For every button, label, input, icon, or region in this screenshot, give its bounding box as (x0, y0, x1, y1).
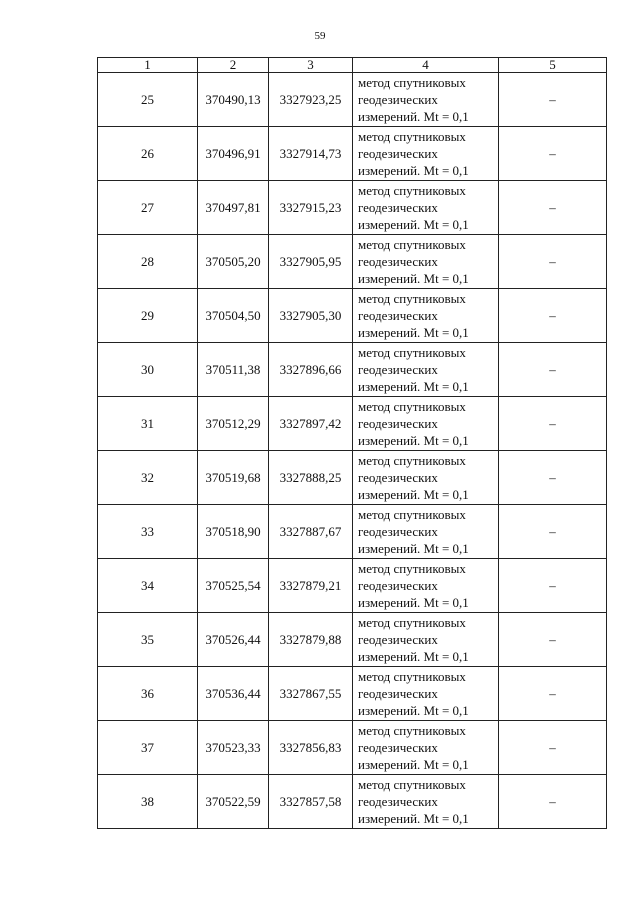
method-text-line: метод спутниковых (358, 777, 466, 792)
header-row (98, 58, 607, 73)
method-text-line: метод спутниковых (358, 507, 466, 522)
y-coordinate-cell: 3327888,25 (269, 451, 353, 505)
table-row (98, 451, 607, 505)
method-text-line: геодезических (358, 632, 438, 647)
y-coordinate-cell: 3327896,66 (269, 343, 353, 397)
y-coordinate-cell: 3327914,73 (269, 127, 353, 181)
table-row (98, 667, 607, 721)
y-coordinate-cell: 3327923,25 (269, 73, 353, 127)
x-coordinate-cell: 370519,68 (198, 451, 269, 505)
header-col-4: 4 (353, 58, 499, 73)
method-cell (353, 289, 499, 343)
header-col-3: 3 (269, 58, 353, 73)
y-coordinate-cell: 3327879,21 (269, 559, 353, 613)
note-cell: – (499, 73, 607, 127)
note-cell: – (499, 505, 607, 559)
y-coordinate-cell: 3327887,67 (269, 505, 353, 559)
note-cell: – (499, 721, 607, 775)
table-row (98, 127, 607, 181)
method-cell (353, 181, 499, 235)
method-text-line: измерений. Mt = 0,1 (358, 595, 469, 610)
table-row (98, 559, 607, 613)
point-number-cell: 33 (98, 505, 198, 559)
method-cell (353, 235, 499, 289)
x-coordinate-cell: 370522,59 (198, 775, 269, 829)
table-row (98, 73, 607, 127)
y-coordinate-cell: 3327867,55 (269, 667, 353, 721)
y-coordinate-cell: 3327905,95 (269, 235, 353, 289)
table-row (98, 397, 607, 451)
table-row (98, 289, 607, 343)
point-number-cell: 36 (98, 667, 198, 721)
point-number-cell: 29 (98, 289, 198, 343)
x-coordinate-cell: 370497,81 (198, 181, 269, 235)
table-row (98, 181, 607, 235)
y-coordinate-cell: 3327897,42 (269, 397, 353, 451)
note-cell: – (499, 559, 607, 613)
point-number-cell: 28 (98, 235, 198, 289)
method-text-line: метод спутниковых (358, 291, 466, 306)
method-text-line: метод спутниковых (358, 561, 466, 576)
method-text-line: метод спутниковых (358, 183, 466, 198)
note-cell: – (499, 613, 607, 667)
method-text-line: измерений. Mt = 0,1 (358, 379, 469, 394)
point-number-cell: 25 (98, 73, 198, 127)
note-cell: – (499, 451, 607, 505)
method-cell (353, 505, 499, 559)
method-text-line: метод спутниковых (358, 615, 466, 630)
method-text-line: метод спутниковых (358, 723, 466, 738)
method-text-line: геодезических (358, 470, 438, 485)
method-text-line: измерений. Mt = 0,1 (358, 757, 469, 772)
x-coordinate-cell: 370525,54 (198, 559, 269, 613)
method-text-line: измерений. Mt = 0,1 (358, 703, 469, 718)
header-col-1: 1 (98, 58, 198, 73)
method-text-line: метод спутниковых (358, 75, 466, 90)
method-cell (353, 73, 499, 127)
method-text-line: метод спутниковых (358, 129, 466, 144)
note-cell: – (499, 775, 607, 829)
note-cell: – (499, 181, 607, 235)
method-cell (353, 451, 499, 505)
method-text-line: геодезических (358, 578, 438, 593)
x-coordinate-cell: 370504,50 (198, 289, 269, 343)
x-coordinate-cell: 370511,38 (198, 343, 269, 397)
table-row (98, 721, 607, 775)
x-coordinate-cell: 370505,20 (198, 235, 269, 289)
point-number-cell: 27 (98, 181, 198, 235)
page-number: 59 (314, 30, 326, 42)
method-cell (353, 775, 499, 829)
x-coordinate-cell: 370536,44 (198, 667, 269, 721)
method-cell (353, 667, 499, 721)
method-text-line: измерений. Mt = 0,1 (358, 217, 469, 232)
method-text-line: геодезических (358, 524, 438, 539)
method-cell (353, 613, 499, 667)
method-text-line: геодезических (358, 92, 438, 107)
method-text-line: геодезических (358, 200, 438, 215)
table-row (98, 235, 607, 289)
method-text-line: измерений. Mt = 0,1 (358, 811, 469, 826)
x-coordinate-cell: 370526,44 (198, 613, 269, 667)
point-number-cell: 35 (98, 613, 198, 667)
method-cell (353, 559, 499, 613)
x-coordinate-cell: 370512,29 (198, 397, 269, 451)
method-text-line: геодезических (358, 308, 438, 323)
y-coordinate-cell: 3327915,23 (269, 181, 353, 235)
note-cell: – (499, 127, 607, 181)
method-text-line: измерений. Mt = 0,1 (358, 541, 469, 556)
header-col-5: 5 (499, 58, 607, 73)
point-number-cell: 26 (98, 127, 198, 181)
method-text-line: измерений. Mt = 0,1 (358, 163, 469, 178)
point-number-cell: 37 (98, 721, 198, 775)
method-text-line: метод спутниковых (358, 453, 466, 468)
point-number-cell: 30 (98, 343, 198, 397)
y-coordinate-cell: 3327905,30 (269, 289, 353, 343)
table-row (98, 775, 607, 829)
x-coordinate-cell: 370496,91 (198, 127, 269, 181)
table-row (98, 505, 607, 559)
note-cell: – (499, 667, 607, 721)
point-number-cell: 38 (98, 775, 198, 829)
method-text-line: геодезических (358, 686, 438, 701)
note-cell: – (499, 289, 607, 343)
method-text-line: метод спутниковых (358, 237, 466, 252)
method-text-line: метод спутниковых (358, 669, 466, 684)
table-row (98, 343, 607, 397)
note-cell: – (499, 397, 607, 451)
header-col-2: 2 (198, 58, 269, 73)
y-coordinate-cell: 3327879,88 (269, 613, 353, 667)
table-header (98, 58, 607, 73)
x-coordinate-cell: 370523,33 (198, 721, 269, 775)
method-text-line: измерений. Mt = 0,1 (358, 271, 469, 286)
method-text-line: метод спутниковых (358, 345, 466, 360)
method-text-line: измерений. Mt = 0,1 (358, 109, 469, 124)
method-text-line: геодезических (358, 254, 438, 269)
y-coordinate-cell: 3327857,58 (269, 775, 353, 829)
point-number-cell: 32 (98, 451, 198, 505)
method-cell (353, 343, 499, 397)
method-text-line: геодезических (358, 362, 438, 377)
method-text-line: измерений. Mt = 0,1 (358, 433, 469, 448)
method-text-line: геодезических (358, 740, 438, 755)
x-coordinate-cell: 370490,13 (198, 73, 269, 127)
point-number-cell: 34 (98, 559, 198, 613)
method-cell (353, 127, 499, 181)
point-number-cell: 31 (98, 397, 198, 451)
method-text-line: измерений. Mt = 0,1 (358, 649, 469, 664)
y-coordinate-cell: 3327856,83 (269, 721, 353, 775)
method-text-line: метод спутниковых (358, 399, 466, 414)
method-cell (353, 397, 499, 451)
method-text-line: измерений. Mt = 0,1 (358, 487, 469, 502)
table-row (98, 613, 607, 667)
method-cell (353, 721, 499, 775)
coordinates-table (97, 57, 607, 829)
x-coordinate-cell: 370518,90 (198, 505, 269, 559)
method-text-line: геодезических (358, 146, 438, 161)
note-cell: – (499, 235, 607, 289)
note-cell: – (499, 343, 607, 397)
method-text-line: геодезических (358, 794, 438, 809)
table-body (98, 73, 607, 829)
method-text-line: измерений. Mt = 0,1 (358, 325, 469, 340)
method-text-line: геодезических (358, 416, 438, 431)
